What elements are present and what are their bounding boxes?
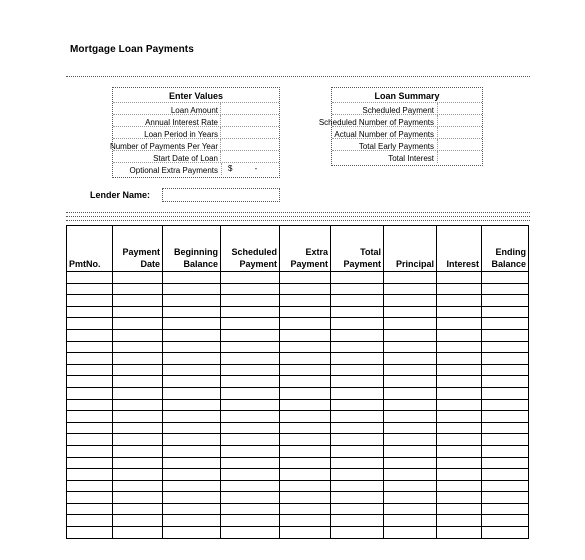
- table-cell[interactable]: [437, 353, 482, 365]
- table-cell[interactable]: [280, 399, 331, 411]
- table-row: [67, 434, 529, 446]
- table-cell[interactable]: [280, 411, 331, 423]
- divider-mid-3: [66, 220, 530, 221]
- table-cell[interactable]: [67, 469, 113, 481]
- table-cell[interactable]: [331, 364, 384, 376]
- table-cell[interactable]: [221, 399, 280, 411]
- table-cell[interactable]: [163, 353, 221, 365]
- table-cell[interactable]: [482, 399, 529, 411]
- table-cell[interactable]: [384, 341, 437, 353]
- table-cell[interactable]: [113, 272, 163, 284]
- table-cell[interactable]: [437, 503, 482, 515]
- table-row: [67, 295, 529, 307]
- table-row: [67, 399, 529, 411]
- table-cell[interactable]: [221, 527, 280, 539]
- table-cell[interactable]: [437, 341, 482, 353]
- table-cell[interactable]: [67, 306, 113, 318]
- column-header-scheduled-payment: Scheduled Payment: [221, 226, 280, 272]
- table-cell[interactable]: [280, 422, 331, 434]
- table-cell[interactable]: [67, 364, 113, 376]
- table-cell[interactable]: [163, 341, 221, 353]
- enter-values-header: Enter Values: [168, 91, 224, 101]
- table-cell[interactable]: [113, 434, 163, 446]
- table-cell[interactable]: [67, 295, 113, 307]
- loan-amount-label: Loan Amount: [170, 106, 218, 115]
- table-cell[interactable]: [113, 283, 163, 295]
- total-interest-label: Total Interest: [388, 154, 434, 163]
- table-cell[interactable]: [221, 295, 280, 307]
- table-cell[interactable]: [384, 318, 437, 330]
- table-cell[interactable]: [437, 364, 482, 376]
- table-cell[interactable]: [482, 272, 529, 284]
- table-cell[interactable]: [163, 445, 221, 457]
- table-cell[interactable]: [113, 411, 163, 423]
- table-cell[interactable]: [482, 492, 529, 504]
- table-cell[interactable]: [67, 457, 113, 469]
- table-cell[interactable]: [331, 469, 384, 481]
- divider-mid-1: [66, 212, 530, 213]
- table-cell[interactable]: [482, 457, 529, 469]
- table-cell[interactable]: [437, 376, 482, 388]
- table-cell[interactable]: [437, 422, 482, 434]
- table-cell[interactable]: [67, 503, 113, 515]
- table-cell[interactable]: [221, 364, 280, 376]
- table-row: [67, 376, 529, 388]
- table-cell[interactable]: [482, 318, 529, 330]
- table-cell[interactable]: [384, 295, 437, 307]
- table-cell[interactable]: [437, 527, 482, 539]
- early-payments-label: Total Early Payments: [358, 142, 434, 151]
- table-cell[interactable]: [280, 457, 331, 469]
- table-cell[interactable]: [221, 387, 280, 399]
- table-cell[interactable]: [280, 341, 331, 353]
- table-cell[interactable]: [280, 295, 331, 307]
- table-cell[interactable]: [384, 411, 437, 423]
- table-cell[interactable]: [221, 515, 280, 527]
- table-cell[interactable]: [163, 306, 221, 318]
- table-row: [67, 492, 529, 504]
- table-cell[interactable]: [331, 295, 384, 307]
- table-cell[interactable]: [384, 422, 437, 434]
- table-cell[interactable]: [384, 527, 437, 539]
- table-cell[interactable]: [163, 434, 221, 446]
- scheduled-payment-label: Scheduled Payment: [362, 106, 434, 115]
- table-row: [67, 318, 529, 330]
- table-cell[interactable]: [331, 306, 384, 318]
- table-cell[interactable]: [221, 306, 280, 318]
- table-cell[interactable]: [113, 341, 163, 353]
- table-cell[interactable]: [384, 457, 437, 469]
- table-cell[interactable]: [163, 295, 221, 307]
- table-cell[interactable]: [437, 295, 482, 307]
- table-cell[interactable]: [67, 480, 113, 492]
- table-cell[interactable]: [113, 376, 163, 388]
- table-cell[interactable]: [280, 329, 331, 341]
- table-cell[interactable]: [482, 411, 529, 423]
- table-cell[interactable]: [113, 480, 163, 492]
- table-cell[interactable]: [437, 399, 482, 411]
- table-cell[interactable]: [113, 422, 163, 434]
- table-cell[interactable]: [384, 272, 437, 284]
- column-header-payment-date: Payment Date: [113, 226, 163, 272]
- page-title: Mortgage Loan Payments: [70, 44, 194, 55]
- table-cell[interactable]: [67, 411, 113, 423]
- column-header-ending-balance: Ending Balance: [482, 226, 529, 272]
- table-cell[interactable]: [67, 399, 113, 411]
- table-row: [67, 306, 529, 318]
- table-cell[interactable]: [384, 480, 437, 492]
- table-cell[interactable]: [437, 283, 482, 295]
- table-cell[interactable]: [331, 399, 384, 411]
- table-cell[interactable]: [384, 376, 437, 388]
- interest-rate-label: Annual Interest Rate: [145, 118, 218, 127]
- table-cell[interactable]: [437, 492, 482, 504]
- table-cell[interactable]: [67, 341, 113, 353]
- amortization-table: [66, 225, 529, 539]
- table-cell[interactable]: [384, 492, 437, 504]
- extra-payments-label: Optional Extra Payments: [129, 166, 218, 175]
- table-cell[interactable]: [280, 318, 331, 330]
- table-cell[interactable]: [163, 527, 221, 539]
- table-cell[interactable]: [163, 376, 221, 388]
- table-cell[interactable]: [221, 457, 280, 469]
- table-cell[interactable]: [482, 515, 529, 527]
- table-cell[interactable]: [113, 353, 163, 365]
- divider-mid-2: [66, 216, 530, 217]
- divider-top: [66, 76, 530, 77]
- table-cell[interactable]: [482, 480, 529, 492]
- payments-per-year-label: Number of Payments Per Year: [109, 142, 218, 151]
- table-cell[interactable]: [384, 353, 437, 365]
- table-cell[interactable]: [437, 469, 482, 481]
- table-row: [67, 411, 529, 423]
- table-cell[interactable]: [221, 445, 280, 457]
- table-cell[interactable]: [280, 527, 331, 539]
- table-row: [67, 272, 529, 284]
- table-cell[interactable]: [280, 434, 331, 446]
- table-cell[interactable]: [437, 306, 482, 318]
- table-body: [67, 272, 529, 539]
- table-cell[interactable]: [280, 445, 331, 457]
- table-row: [67, 515, 529, 527]
- table-cell[interactable]: [163, 422, 221, 434]
- table-cell[interactable]: [163, 283, 221, 295]
- table-cell[interactable]: [482, 469, 529, 481]
- table-cell[interactable]: [384, 434, 437, 446]
- table-row: [67, 283, 529, 295]
- table-cell[interactable]: [437, 387, 482, 399]
- table-row: [67, 480, 529, 492]
- table-cell[interactable]: [113, 318, 163, 330]
- table-cell[interactable]: [331, 411, 384, 423]
- lender-name-input[interactable]: [162, 188, 280, 202]
- table-row: [67, 469, 529, 481]
- table-cell[interactable]: [163, 329, 221, 341]
- table-cell[interactable]: [331, 445, 384, 457]
- table-cell[interactable]: [331, 457, 384, 469]
- table-row: [67, 457, 529, 469]
- table-row: [67, 503, 529, 515]
- table-cell[interactable]: [221, 272, 280, 284]
- table-cell[interactable]: [331, 283, 384, 295]
- table-cell[interactable]: [113, 306, 163, 318]
- column-header-total-payment: Total Payment: [331, 226, 384, 272]
- table-cell[interactable]: [221, 329, 280, 341]
- table-cell[interactable]: [221, 353, 280, 365]
- table-cell[interactable]: [384, 515, 437, 527]
- table-cell[interactable]: [280, 503, 331, 515]
- table-cell[interactable]: [437, 434, 482, 446]
- table-cell[interactable]: [67, 445, 113, 457]
- table-cell[interactable]: [331, 527, 384, 539]
- table-cell[interactable]: [67, 283, 113, 295]
- extra-payments-input[interactable]: $ -: [221, 163, 279, 175]
- table-cell[interactable]: [331, 376, 384, 388]
- table-row: [67, 422, 529, 434]
- table-cell[interactable]: [163, 503, 221, 515]
- table-cell[interactable]: [482, 387, 529, 399]
- column-header-interest: Interest: [437, 226, 482, 272]
- scheduled-number-label: Scheduled Number of Payments: [318, 118, 434, 127]
- table-cell[interactable]: [331, 480, 384, 492]
- table-cell[interactable]: [482, 306, 529, 318]
- table-cell[interactable]: [163, 492, 221, 504]
- table-cell[interactable]: [482, 527, 529, 539]
- table-cell[interactable]: [437, 515, 482, 527]
- table-cell[interactable]: [331, 341, 384, 353]
- table-cell[interactable]: [384, 445, 437, 457]
- table-cell[interactable]: [280, 364, 331, 376]
- table-cell[interactable]: [482, 376, 529, 388]
- table-cell[interactable]: [331, 503, 384, 515]
- table-cell[interactable]: [482, 353, 529, 365]
- table-cell[interactable]: [280, 283, 331, 295]
- table-cell[interactable]: [280, 353, 331, 365]
- table-header-row: [67, 226, 529, 272]
- table-cell[interactable]: [221, 318, 280, 330]
- table-cell[interactable]: [163, 515, 221, 527]
- table-cell[interactable]: [113, 469, 163, 481]
- table-cell[interactable]: [113, 527, 163, 539]
- table-cell[interactable]: [221, 469, 280, 481]
- table-cell[interactable]: [221, 503, 280, 515]
- table-cell[interactable]: [437, 318, 482, 330]
- table-cell[interactable]: [384, 503, 437, 515]
- table-cell[interactable]: [280, 387, 331, 399]
- table-cell[interactable]: [384, 329, 437, 341]
- table-cell[interactable]: [384, 306, 437, 318]
- table-cell[interactable]: [437, 445, 482, 457]
- table-row: [67, 353, 529, 365]
- table-cell[interactable]: [67, 318, 113, 330]
- table-cell[interactable]: [67, 387, 113, 399]
- table-cell[interactable]: [331, 329, 384, 341]
- table-cell[interactable]: [67, 376, 113, 388]
- table-cell[interactable]: [67, 515, 113, 527]
- table-cell[interactable]: [437, 329, 482, 341]
- table-cell[interactable]: [482, 341, 529, 353]
- table-cell[interactable]: [113, 503, 163, 515]
- table-cell[interactable]: [482, 283, 529, 295]
- table-cell[interactable]: [67, 272, 113, 284]
- table-cell[interactable]: [384, 364, 437, 376]
- table-cell[interactable]: [163, 318, 221, 330]
- table-row: [67, 341, 529, 353]
- table-cell[interactable]: [221, 411, 280, 423]
- table-cell[interactable]: [331, 515, 384, 527]
- table-cell[interactable]: [221, 434, 280, 446]
- table-cell[interactable]: [280, 469, 331, 481]
- table-cell[interactable]: [280, 272, 331, 284]
- table-cell[interactable]: [221, 376, 280, 388]
- table-cell[interactable]: [280, 480, 331, 492]
- table-cell[interactable]: [331, 492, 384, 504]
- table-cell[interactable]: [437, 480, 482, 492]
- table-cell[interactable]: [331, 353, 384, 365]
- table-cell[interactable]: [113, 445, 163, 457]
- table-cell[interactable]: [280, 515, 331, 527]
- table-cell[interactable]: [280, 376, 331, 388]
- table-cell[interactable]: [163, 411, 221, 423]
- table-cell[interactable]: [163, 457, 221, 469]
- table-row: [67, 387, 529, 399]
- table-cell[interactable]: [482, 329, 529, 341]
- table-cell[interactable]: [163, 469, 221, 481]
- start-date-label: Start Date of Loan: [153, 154, 218, 163]
- table-cell[interactable]: [221, 422, 280, 434]
- total-interest-value: [437, 151, 482, 163]
- table-cell[interactable]: [482, 364, 529, 376]
- table-cell[interactable]: [67, 329, 113, 341]
- table-cell[interactable]: [280, 492, 331, 504]
- table-cell[interactable]: [384, 399, 437, 411]
- table-cell[interactable]: [113, 457, 163, 469]
- table-cell[interactable]: [163, 480, 221, 492]
- actual-number-label: Actual Number of Payments: [334, 130, 434, 139]
- column-header-extra-payment: Extra Payment: [280, 226, 331, 272]
- table-cell[interactable]: [331, 272, 384, 284]
- table-cell[interactable]: [221, 341, 280, 353]
- table-row: [67, 329, 529, 341]
- table-row: [67, 527, 529, 539]
- lender-name-label: Lender Name:: [90, 190, 151, 200]
- table-cell[interactable]: [384, 387, 437, 399]
- table-cell[interactable]: [163, 272, 221, 284]
- table-cell[interactable]: [113, 387, 163, 399]
- table-cell[interactable]: [221, 283, 280, 295]
- table-cell[interactable]: [437, 457, 482, 469]
- table-cell[interactable]: [482, 445, 529, 457]
- table-row: [67, 364, 529, 376]
- table-cell[interactable]: [331, 434, 384, 446]
- table-cell[interactable]: [67, 492, 113, 504]
- table-cell[interactable]: [67, 434, 113, 446]
- table-cell[interactable]: [113, 364, 163, 376]
- column-header-pmt-no: PmtNo.: [67, 226, 113, 272]
- table-cell[interactable]: [221, 492, 280, 504]
- table-cell[interactable]: [67, 353, 113, 365]
- table-cell[interactable]: [437, 411, 482, 423]
- loan-period-label: Loan Period in Years: [144, 130, 218, 139]
- table-cell[interactable]: [163, 387, 221, 399]
- table-cell[interactable]: [280, 306, 331, 318]
- table-cell[interactable]: [221, 480, 280, 492]
- table-cell[interactable]: [113, 515, 163, 527]
- table-cell[interactable]: [482, 503, 529, 515]
- column-header-principal: Principal: [384, 226, 437, 272]
- table-cell[interactable]: [384, 469, 437, 481]
- table-row: [67, 445, 529, 457]
- column-header-beginning-balance: Beginning Balance: [163, 226, 221, 272]
- table-cell[interactable]: [113, 329, 163, 341]
- table-cell[interactable]: [331, 318, 384, 330]
- loan-summary-header: Loan Summary: [374, 91, 440, 101]
- table-cell[interactable]: [113, 399, 163, 411]
- table-cell[interactable]: [163, 399, 221, 411]
- table-cell[interactable]: [437, 272, 482, 284]
- table-cell[interactable]: [331, 387, 384, 399]
- table-cell[interactable]: [482, 422, 529, 434]
- table-cell[interactable]: [67, 422, 113, 434]
- table-cell[interactable]: [113, 492, 163, 504]
- table-cell[interactable]: [113, 295, 163, 307]
- table-cell[interactable]: [482, 434, 529, 446]
- table-cell[interactable]: [67, 527, 113, 539]
- table-cell[interactable]: [384, 283, 437, 295]
- table-cell[interactable]: [482, 295, 529, 307]
- table-cell[interactable]: [163, 364, 221, 376]
- table-cell[interactable]: [331, 422, 384, 434]
